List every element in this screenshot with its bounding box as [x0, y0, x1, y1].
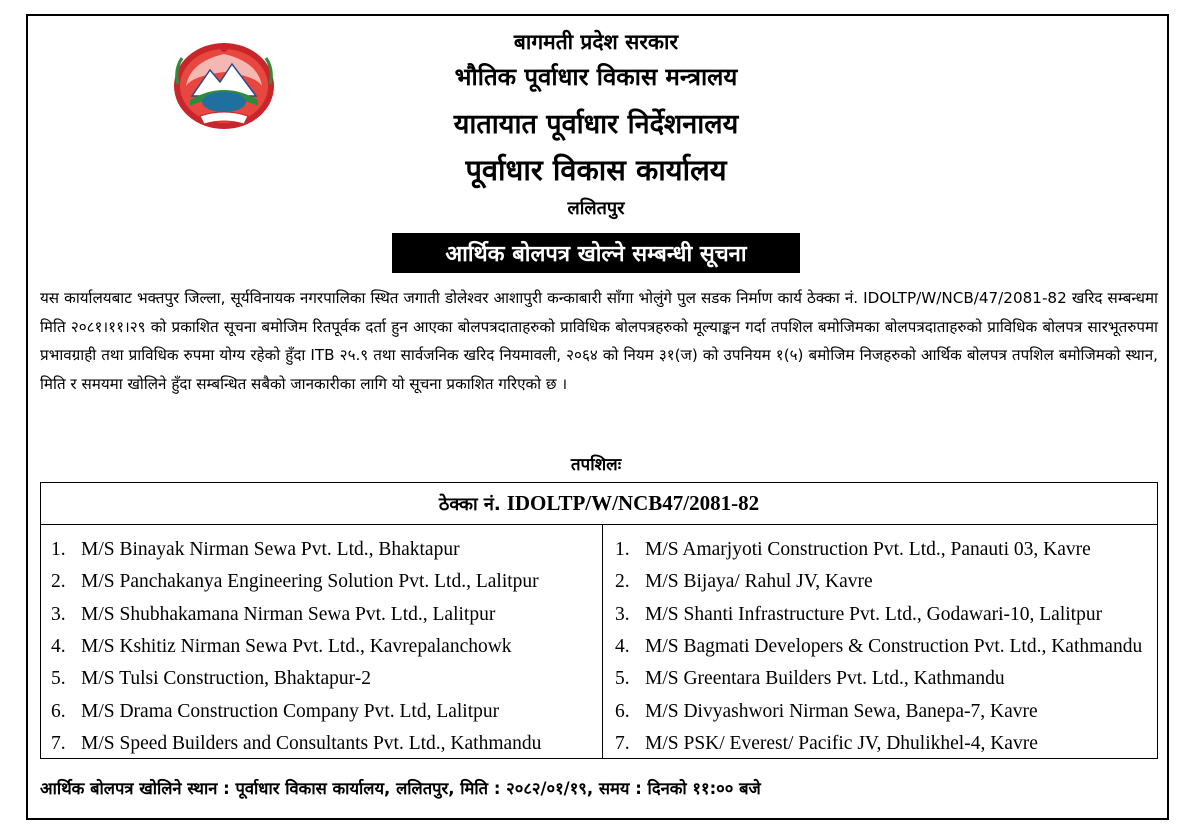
bidder-name: M/S Divyashwori Nirman Sewa, Banepa-7, Kavre — [645, 700, 1038, 722]
bidder-name: M/S Binayak Nirman Sewa Pvt. Ltd., Bhaktapur — [81, 539, 460, 561]
item-number: 5. — [51, 668, 66, 690]
item-number: 7. — [51, 732, 66, 754]
item-number: 5. — [615, 668, 630, 690]
bidders-table — [40, 482, 1158, 759]
list-item — [51, 599, 602, 631]
header-office: पूर्वाधार विकास कार्यालय — [465, 153, 727, 187]
item-number: 7. — [615, 732, 630, 754]
header-ministry: भौतिक पूर्वाधार विकास मन्त्रालय — [454, 63, 738, 91]
item-number: 1. — [615, 539, 630, 561]
list-item — [51, 695, 602, 727]
bidders-left-column — [41, 525, 603, 759]
notice-title: आर्थिक बोलपत्र खोल्ने सम्बन्धी सूचना — [392, 233, 800, 273]
bidder-name: M/S PSK/ Everest/ Pacific JV, Dhulikhel-4, Kavre — [645, 732, 1038, 754]
bidder-name: M/S Amarjyoti Construction Pvt. Ltd., Panauti 03, Kavre — [645, 539, 1091, 561]
list-item — [615, 728, 1157, 760]
item-number: 3. — [615, 603, 630, 625]
list-item — [615, 566, 1157, 598]
bidder-name: M/S Tulsi Construction, Bhaktapur-2 — [81, 668, 371, 690]
notice-body: यस कार्यालयबाट भक्तपुर जिल्ला, सूर्यविनायक नगरपालिका स्थित जगाती डोलेश्वर आशापुरी कन्काबारी साँगा भोलुंगे पुल सडक निर्माण कार्य ठेक्का नं. IDOLTP/W/NCB/47/2081-82 खरिद सम्बन्धमा मिति २०८१।११।२९ को प्रकाशित सूचना बमोजिम रितपूर्वक दर्ता हुन आएका बोलपत्रदाताहरुको प्राविधिक बोलपत्रहरुको मूल्याङ्कन गर्दा तपशिल बमोजिमका बोलपत्रदाताहरुको प्राविधिक बोलपत्र सारभूतरुपमा प्रभावग्राही तथा प्राविधिक रुपमा योग्य रहेको हुँदा ITB २५.९ तथा सार्वजनिक खरिद नियमावली, २०६४ को नियम ३१(ज) को उपनियम १(५) बमोजिम निजहरुको आर्थिक बोलपत्र तपशिल बमोजिमको स्थान, मिति र समयमा खोलिने हुँदा सम्बन्धित सबैको जानकारीका लागि यो सूचना प्रकाशित गरिएको छ । — [40, 289, 1158, 393]
details-heading: तपशिलः — [570, 455, 622, 475]
bidder-name: M/S Drama Construction Company Pvt. Ltd, Lalitpur — [81, 700, 500, 722]
bidder-name: M/S Panchakanya Engineering Solution Pvt. Ltd., Lalitpur — [81, 571, 539, 593]
contract-number: IDOLTP/W/NCB47/2081-82 — [506, 491, 760, 515]
bidder-name: M/S Speed Builders and Consultants Pvt. Ltd., Kathmandu — [81, 732, 542, 754]
list-item — [615, 695, 1157, 727]
bidders-right-column — [603, 525, 1157, 759]
bidder-name: M/S Shubhakamana Nirman Sewa Pvt. Ltd., Lalitpur — [81, 603, 496, 625]
header-location: ललितपुर — [567, 198, 625, 219]
header-directorate: यातायात पूर्वाधार निर्देशनालय — [453, 109, 739, 140]
bidder-name: M/S Kshitiz Nirman Sewa Pvt. Ltd., Kavrepalanchowk — [81, 636, 512, 658]
contract-number-header — [41, 483, 1157, 525]
list-item — [615, 599, 1157, 631]
item-number: 3. — [51, 603, 66, 625]
list-item — [51, 534, 602, 566]
bidder-name: M/S Shanti Infrastructure Pvt. Ltd., Godawari-10, Lalitpur — [645, 603, 1103, 625]
list-item — [615, 631, 1157, 663]
list-item — [615, 534, 1157, 566]
item-number: 2. — [615, 571, 630, 593]
bidder-name: M/S Bijaya/ Rahul JV, Kavre — [645, 571, 873, 593]
item-number: 2. — [51, 571, 66, 593]
contract-label: ठेक्का नं. — [438, 493, 501, 515]
list-item — [615, 663, 1157, 695]
opening-venue-date-time: आर्थिक बोलपत्र खोलिने स्थान : पूर्वाधार विकास कार्यालय, ललितपुर, मिति : २०८२/०१/१९, समय : दिनको ११:०० बजे — [40, 779, 761, 798]
list-item — [51, 566, 602, 598]
item-number: 4. — [615, 636, 630, 658]
bidder-name: M/S Greentara Builders Pvt. Ltd., Kathmandu — [645, 668, 1005, 690]
item-number: 4. — [51, 636, 66, 658]
bidder-name: M/S Bagmati Developers & Construction Pvt. Ltd., Kathmandu — [645, 636, 1143, 658]
item-number: 1. — [51, 539, 66, 561]
list-item — [51, 728, 602, 760]
header-province: बागमती प्रदेश सरकार — [513, 30, 679, 54]
item-number: 6. — [615, 700, 630, 722]
list-item — [51, 663, 602, 695]
list-item — [51, 631, 602, 663]
item-number: 6. — [51, 700, 66, 722]
